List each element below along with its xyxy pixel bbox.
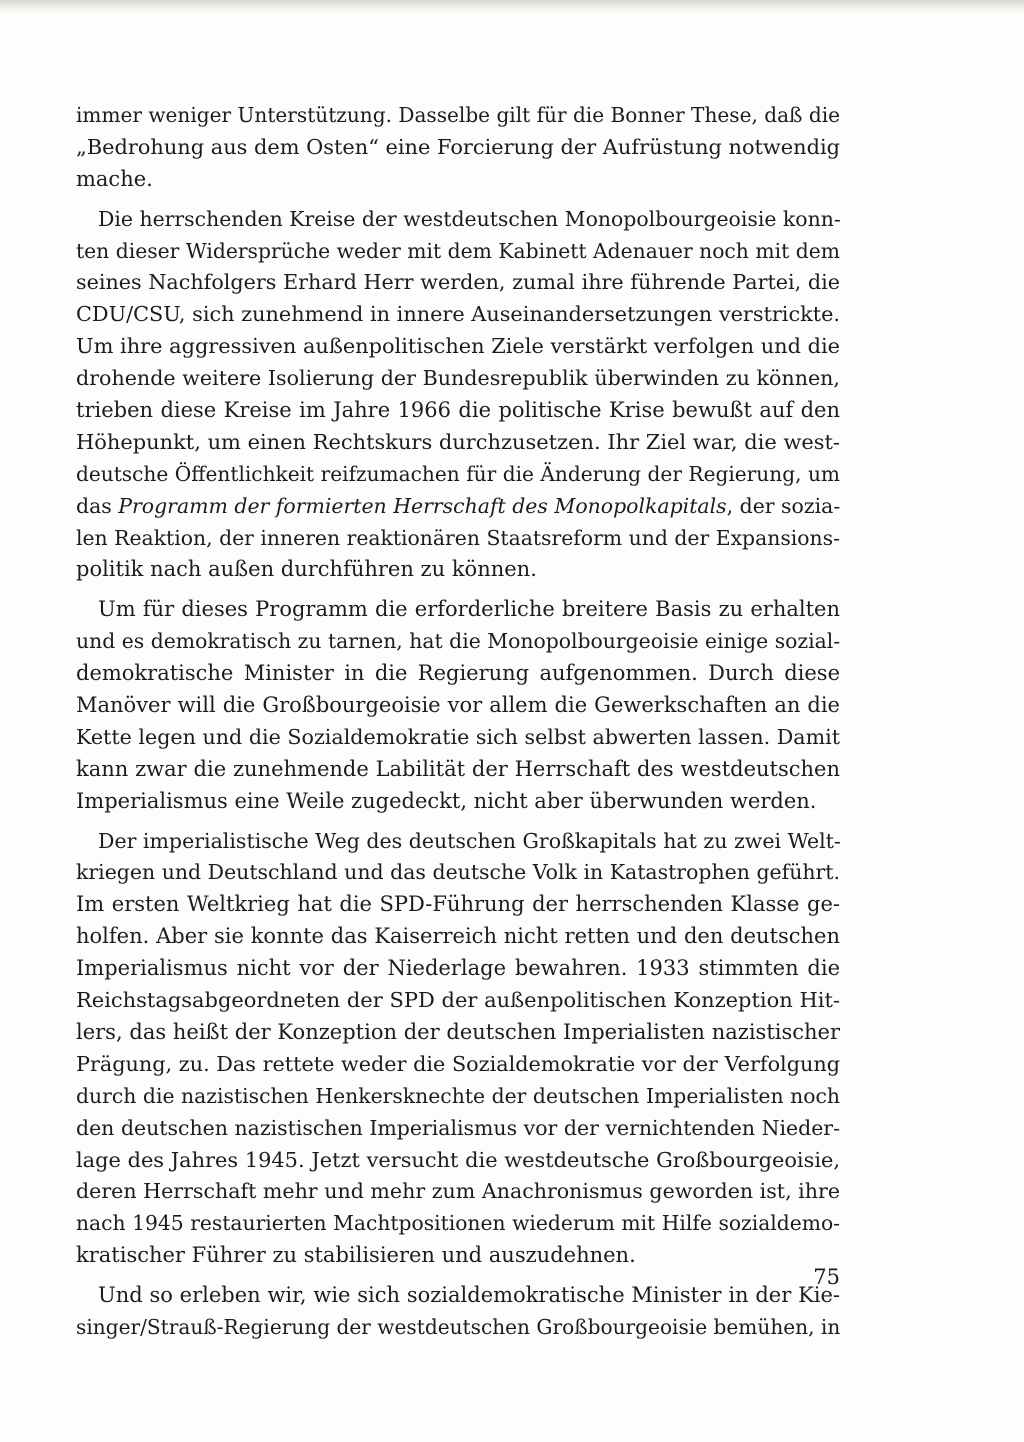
- text-line: kann zwar die zunehmende Labilität der Herrschaft des westdeutschen: [76, 756, 840, 781]
- text-line: Um für dieses Programm die erforderliche breitere Basis zu erhalten: [98, 597, 840, 622]
- text-line: Reichstagsabgeordneten der SPD der außenpolitischen Konzeption Hit-: [76, 988, 840, 1013]
- text-line: Höhepunkt, um einen Rechtskurs durchzusetzen. Ihr Ziel war, die west-: [76, 429, 840, 454]
- text-line: Um ihre aggressiven außenpolitischen Ziele verstärkt verfolgen und die: [76, 334, 840, 359]
- text-line: CDU/CSU, sich zunehmend in innere Auseinandersetzungen verstrickte.: [76, 302, 840, 327]
- text-line-with-italic: [76, 491, 840, 523]
- text-line: durch die nazistischen Henkersknechte der deutschen Imperialisten noch: [76, 1083, 840, 1108]
- text-line: nach 1945 restaurierten Machtpositionen wiederum mit Hilfe sozialdemo-: [76, 1211, 840, 1236]
- text-line: Im ersten Weltkrieg hat die SPD-Führung der herrschenden Klasse ge-: [76, 892, 840, 917]
- text-line: mache.: [76, 166, 153, 191]
- body-text: [76, 100, 840, 1344]
- text-line: den deutschen nazistischen Imperialismus vor der vernichtenden Nieder-: [76, 1115, 840, 1140]
- text-line: Der imperialistische Weg des deutschen Großkapitals hat zu zwei Welt-: [98, 828, 841, 853]
- text-line: und es demokratisch zu tarnen, hat die Monopolbourgeoisie einige sozial-: [76, 629, 841, 654]
- text-line: holfen. Aber sie konnte das Kaiserreich nicht retten und den deutschen: [76, 924, 840, 949]
- text-line: Imperialismus eine Weile zugedeckt, nicht aber überwunden werden.: [76, 788, 817, 813]
- text-line: seines Nachfolgers Erhard Herr werden, zumal ihre führende Partei, die: [76, 270, 840, 295]
- text-line: Prägung, zu. Das rettete weder die Sozialdemokratie vor der Verfolgung: [76, 1051, 840, 1076]
- text-line: immer weniger Unterstützung. Dasselbe gilt für die Bonner These, daß die: [76, 103, 840, 127]
- text-line: drohende weitere Isolierung der Bundesrepublik überwinden zu können,: [76, 366, 840, 391]
- text-line: kriegen und Deutschland und das deutsche Volk in Katastrophen geführt.: [76, 860, 840, 885]
- text-line: Die herrschenden Kreise der westdeutschen Monopolbourgeoisie konn-: [98, 206, 841, 231]
- text-line: Manöver will die Großbourgeoisie vor allem die Gewerkschaften an die: [76, 693, 840, 718]
- text-line: politik nach außen durchführen zu können.: [76, 557, 537, 582]
- text-segment: , der sozia-: [726, 493, 841, 518]
- text-line: „Bedrohung aus dem Osten“ eine Forcierung der Aufrüstung notwendig: [76, 134, 840, 159]
- text-line: lage des Jahres 1945. Jetzt versucht die westdeutsche Großbourgeoisie,: [76, 1147, 840, 1172]
- page-number: 75: [813, 1265, 840, 1289]
- scan-edge: [0, 0, 1024, 14]
- text-line: trieben diese Kreise im Jahre 1966 die politische Krise bewußt auf den: [76, 398, 840, 423]
- text-line: singer/Strauß-Regierung der westdeutschen Großbourgeoisie bemühen, in: [76, 1314, 841, 1339]
- text-line: Und so erleben wir, wie sich sozialdemokratische Minister in der Kie-: [98, 1283, 840, 1308]
- text-line: deutsche Öffentlichkeit reifzumachen für die Änderung der Regierung, um: [76, 461, 840, 486]
- text-line: Imperialismus nicht vor der Niederlage bewahren. 1933 stimmten die: [76, 956, 840, 981]
- text-segment: das: [76, 493, 119, 518]
- text-line: Kette legen und die Sozialdemokratie sich selbst abwerten lassen. Damit: [76, 724, 840, 749]
- text-line: deren Herrschaft mehr und mehr zum Anachronismus geworden ist, ihre: [76, 1179, 840, 1204]
- text-line: lers, das heißt der Konzeption der deutschen Imperialisten nazistischer: [76, 1019, 840, 1044]
- italic-phrase: Programm der formierten Herrschaft des Monopolkapitals: [118, 493, 727, 518]
- text-line: demokratische Minister in die Regierung aufgenommen. Durch diese: [76, 661, 840, 686]
- text-line: len Reaktion, der inneren reaktionären Staatsreform und der Expansions-: [76, 525, 840, 550]
- text-line: ten dieser Widersprüche weder mit dem Kabinett Adenauer noch mit dem: [76, 238, 840, 263]
- text-line: kratischer Führer zu stabilisieren und auszudehnen.: [76, 1243, 636, 1268]
